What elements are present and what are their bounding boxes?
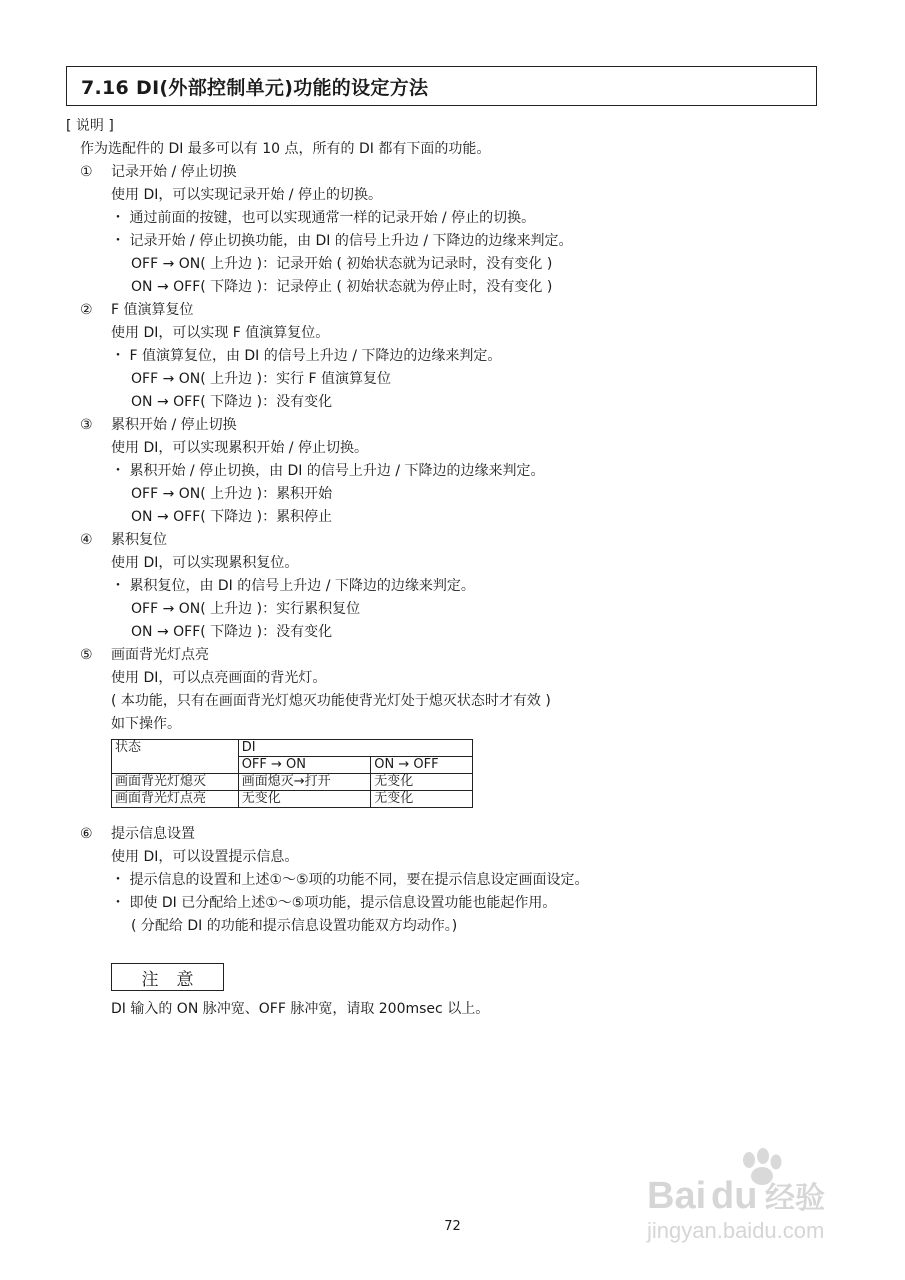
item-heading: 累积复位: [111, 532, 167, 548]
table-header-on-off: ON → OFF: [371, 757, 473, 774]
item-heading: 提示信息设置: [111, 826, 195, 842]
table-cell: 画面背光灯熄灭: [112, 774, 239, 791]
edge-rule: OFF → ON( 上升边 )：记录开始 ( 初始状态就为记录时，没有变化 ): [131, 256, 553, 272]
bullet-text: ・ 通过前面的按键，也可以实现通常一样的记录开始 / 停止的切换。: [111, 210, 536, 226]
intro-text: 作为选配件的 DI 最多可以有 10 点，所有的 DI 都有下面的功能。: [80, 141, 491, 157]
table-cell: 无变化: [371, 774, 473, 791]
edge-rule: ON → OFF( 下降边 )：累积停止: [131, 509, 333, 525]
item-description: 使用 DI，可以点亮画面的背光灯。: [111, 670, 327, 686]
table-header-state: 状态: [112, 740, 239, 774]
table-header-di: DI: [238, 740, 472, 757]
edge-rule: OFF → ON( 上升边 )：累积开始: [131, 486, 333, 502]
table-cell: 画面背光灯点亮: [112, 791, 239, 808]
item-number: ①: [80, 164, 93, 180]
item-number: ②: [80, 302, 93, 318]
table-row: [112, 791, 473, 808]
item-number: ⑤: [80, 647, 93, 663]
edge-rule: ON → OFF( 下降边 )：没有变化: [131, 624, 333, 640]
item-note: ( 本功能，只有在画面背光灯熄灭功能使背光灯处于熄灭状态时才有效 ): [111, 693, 551, 709]
explain-label: [ 说明 ]: [66, 118, 114, 134]
item-description: 使用 DI，可以实现累积复位。: [111, 555, 299, 571]
item-description: 使用 DI，可以设置提示信息。: [111, 849, 299, 865]
table-row: [112, 774, 473, 791]
item-heading: 记录开始 / 停止切换: [111, 164, 237, 180]
item-description: 使用 DI，可以实现记录开始 / 停止的切换。: [111, 187, 382, 203]
bullet-text: ・ 即使 DI 已分配给上述①～⑤项功能，提示信息设置功能也能起作用。: [111, 895, 557, 911]
bullet-text: ・ 累积开始 / 停止切换，由 DI 的信号上升边 / 下降边的边缘来判定。: [111, 463, 545, 479]
operation-label: 如下操作。: [111, 716, 181, 732]
svg-text:jingyan.baidu.com: jingyan.baidu.com: [647, 1218, 825, 1243]
table-header-off-on: OFF → ON: [238, 757, 371, 774]
table-header-row: [112, 740, 473, 757]
svg-text:经验: 经验: [765, 1181, 825, 1216]
notice-title: 注意: [111, 963, 224, 991]
bullet-text: ・ F 值演算复位，由 DI 的信号上升边 / 下降边的边缘来判定。: [111, 348, 502, 364]
bullet-text: ・ 累积复位，由 DI 的信号上升边 / 下降边的边缘来判定。: [111, 578, 475, 594]
edge-rule: OFF → ON( 上升边 )：实行累积复位: [131, 601, 361, 617]
item-number: ③: [80, 417, 93, 433]
edge-rule: ON → OFF( 下降边 )：记录停止 ( 初始状态就为停止时，没有变化 ): [131, 279, 553, 295]
table-cell: 画面熄灭→打开: [238, 774, 371, 791]
edge-rule: ON → OFF( 下降边 )：没有变化: [131, 394, 333, 410]
di-behavior-table: [111, 739, 473, 808]
table-cell: 无变化: [371, 791, 473, 808]
bullet-text: ・ 提示信息的设置和上述①～⑤项的功能不同，要在提示信息设定画面设定。: [111, 872, 589, 888]
item-description: 使用 DI，可以实现累积开始 / 停止切换。: [111, 440, 368, 456]
item-number: ④: [80, 532, 93, 548]
item-number: ⑥: [80, 826, 93, 842]
svg-text:Bai: Bai: [647, 1175, 707, 1217]
notice-text: DI 输入的 ON 脉冲宽、OFF 脉冲宽，请取 200msec 以上。: [111, 1001, 490, 1017]
page-number: 72: [444, 1219, 461, 1234]
item-heading: 累积开始 / 停止切换: [111, 417, 237, 433]
edge-rule: OFF → ON( 上升边 )：实行 F 值演算复位: [131, 371, 392, 387]
item-heading: 画面背光灯点亮: [111, 647, 209, 663]
section-title: 7.16 DI(外部控制单元)功能的设定方法: [66, 66, 817, 106]
svg-text:du: du: [711, 1175, 758, 1217]
paw-icon: [743, 1152, 755, 1168]
item-heading: F 值演算复位: [111, 302, 194, 318]
table-cell: 无变化: [238, 791, 371, 808]
bullet-text: ・ 记录开始 / 停止切换功能，由 DI 的信号上升边 / 下降边的边缘来判定。: [111, 233, 573, 249]
bullet-continuation: ( 分配给 DI 的功能和提示信息设置功能双方均动作。): [131, 918, 458, 934]
item-description: 使用 DI，可以实现 F 值演算复位。: [111, 325, 330, 341]
